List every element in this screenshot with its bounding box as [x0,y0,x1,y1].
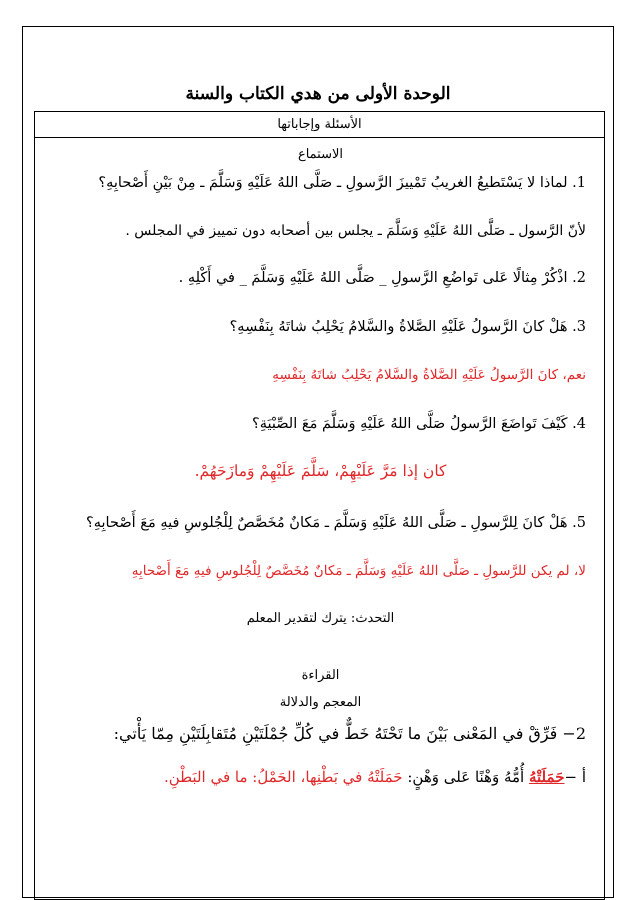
qa-box-header: الأسئلة وإجاباتها [35,112,604,138]
question-5: 5. هَلْ كانَ لِلرَّسولِ ـ صَلَّى اللهُ عَلَيْهِ وَسَلَّمَ ـ مَكانٌ مُخَصَّصٌ لِلْجُلوسِ فيهِ مَعَ أَصْحابِهِ؟ [86,515,586,531]
answer-3: نعم، كانَ الرَّسولُ عَلَيْهِ الصَّلاةُ والسَّلامُ يَحْلِبُ شاتَهُ بِنَفْسِهِ [272,367,586,383]
section-listening: الاستماع [297,147,344,162]
question-1: 1. لماذا لا يَسْتَطيعُ الغريبُ تَمْييزَ الرَّسولِ ـ صَلَّى اللهُ عَلَيْهِ وَسَلَّمَ ـ مِنْ بَيْنِ أَصْحابِهِ؟ [98,175,586,191]
speaking-note: التحدث: يترك لتقدير المعلم [246,611,395,626]
section-lexicon: المعجم والدلالة [279,695,362,710]
question-3: 3. هَلْ كانَ الرَّسولُ عَلَيْهِ الصَّلاةُ والسَّلامُ يَحْلِبُ شاتَهُ بِنَفْسِهِ؟ [229,319,586,335]
item-letter: أ [581,768,586,786]
question-4: 4. كَيْفَ تَواضَعَ الرَّسولُ صَلَّى اللهُ عَلَيْهِ وَسَلَّمَ مَعَ الصِّبْيَةِ؟ [252,416,586,432]
answer-1: لأنّ الرَّسول ـ صَلَّى اللهُ عَلَيْهِ وَسَلَّمَ ـ يجلس بين أصحابه دون تمييز في المجلس . [125,223,586,239]
section-reading: القراءة [301,668,340,683]
answer-5: لا، لم يكن للرَّسولِ ـ صَلَّى اللهُ عَلَيْهِ وَسَلَّمَ ـ مَكانٌ مُخَصَّصٌ لِلْجُلوسِ فيهِ مَعَ أَصْحابِهِ [131,563,586,579]
page-title: الوحدة الأولى من هدي الكتاب والسنة [185,84,451,104]
item-answer: حَمَلَتْهُ في بَطْنِها، الحَمْلُ: ما في البَطْنِ. [163,768,403,786]
item-underlined-word: حَمَلَتْهُ [528,768,565,786]
vocab-item-a [164,768,586,786]
qa-box [34,111,605,900]
question-vocab: 2− فَرِّقْ في المَعْنى بَيْنَ ما تَحْتَهُ خَطٌّ في كُلِّ جُمْلَتَيْنِ مُتَقابِلَتَيْنِ مِمّا يَأْتي: [113,724,586,743]
answer-4: كان إذا مَرَّ عَلَيْهِمْ، سَلَّمَ عَلَيْهِمْ وَمازَحَهُمْ. [194,462,447,480]
item-text: أُمُّهُ وَهْنًا عَلى وَهْنٍ: [407,768,525,786]
question-2: 2. اذْكُرْ مِثالًا عَلى تَواضُعِ الرَّسولِ _ صَلَّى اللهُ عَلَيْهِ وَسَلَّمَ _ في أَكْلِهِ . [178,270,586,286]
item-dash: − [564,768,578,786]
